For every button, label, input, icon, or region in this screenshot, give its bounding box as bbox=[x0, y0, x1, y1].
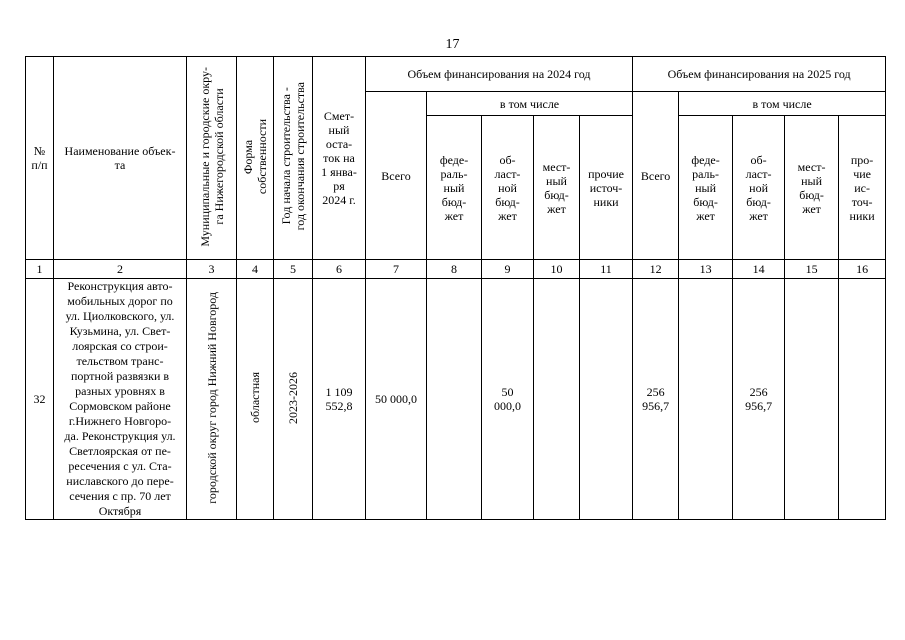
header-federal-2024: феде- раль- ный бюд- жет bbox=[427, 116, 482, 260]
column-number: 11 bbox=[580, 260, 633, 279]
header-federal-2025: феде- раль- ный бюд- жет bbox=[679, 116, 733, 260]
balance-cell: 1 109 552,8 bbox=[313, 279, 366, 520]
header-including-2024: в том числе bbox=[427, 92, 633, 116]
header-name: Наименование объек- та bbox=[54, 57, 187, 260]
header-total-2025: Всего bbox=[633, 92, 679, 260]
other-2024-cell bbox=[580, 279, 633, 520]
column-number: 7 bbox=[366, 260, 427, 279]
federal-2024-cell bbox=[427, 279, 482, 520]
years-cell: 2023-2026 bbox=[274, 279, 313, 520]
table-row bbox=[26, 279, 886, 520]
local-2025-cell bbox=[785, 279, 839, 520]
header-other-2025: про- чие ис- точ- ники bbox=[839, 116, 886, 260]
column-number: 2 bbox=[54, 260, 187, 279]
column-number: 12 bbox=[633, 260, 679, 279]
header-municipality: Муниципальные и городские окру- га Нижегородской области bbox=[187, 57, 237, 260]
header-regional-2024: об- ласт- ной бюд- жет bbox=[482, 116, 534, 260]
header-balance: Смет- ный оста- ток на 1 янва- ря 2024 г. bbox=[313, 57, 366, 260]
ownership-cell: областная bbox=[237, 279, 274, 520]
other-2025-cell bbox=[839, 279, 886, 520]
header-years: Год начала строительства - год окончания строительства bbox=[274, 57, 313, 260]
total-2024-cell: 50 000,0 bbox=[366, 279, 427, 520]
header-other-2024: прочие источ- ники bbox=[580, 116, 633, 260]
local-2024-cell bbox=[534, 279, 580, 520]
column-number: 3 bbox=[187, 260, 237, 279]
federal-2025-cell bbox=[679, 279, 733, 520]
column-number: 14 bbox=[733, 260, 785, 279]
column-number: 5 bbox=[274, 260, 313, 279]
header-local-2024: мест- ный бюд- жет bbox=[534, 116, 580, 260]
header-total-2024: Всего bbox=[366, 92, 427, 260]
column-number: 6 bbox=[313, 260, 366, 279]
column-number: 16 bbox=[839, 260, 886, 279]
column-number: 4 bbox=[237, 260, 274, 279]
municipality-cell: городской округ город Нижний Новгород bbox=[187, 279, 237, 520]
column-number: 15 bbox=[785, 260, 839, 279]
page-number: 17 bbox=[445, 37, 460, 52]
regional-2024-cell: 50 000,0 bbox=[482, 279, 534, 520]
header-ownership: Форма собственности bbox=[237, 57, 274, 260]
column-number: 9 bbox=[482, 260, 534, 279]
row-number: 32 bbox=[26, 279, 54, 520]
object-name: Реконструкция авто- мобильных дорог по ул. Циолковского, ул. Кузьмина, ул. Свет- лоярская со строи- тельством транс- портной развязки в разных уровнях в Сормовском районе г.Нижнего Новгоро- да. Реконструкция ул. Светлоярская от пе- ресечения с ул. Ста- ниславского до пере- сечения с пр. 70 лет Октября bbox=[54, 279, 187, 520]
header-including-2025: в том числе bbox=[679, 92, 886, 116]
regional-2025-cell: 256 956,7 bbox=[733, 279, 785, 520]
header-group-2024: Объем финансирования на 2024 год bbox=[366, 57, 633, 92]
header-group-2025: Объем финансирования на 2025 год bbox=[633, 57, 886, 92]
column-number: 8 bbox=[427, 260, 482, 279]
total-2025-cell: 256 956,7 bbox=[633, 279, 679, 520]
column-number: 1 bbox=[26, 260, 54, 279]
header-row-1 bbox=[26, 57, 886, 92]
header-regional-2025: об- ласт- ной бюд- жет bbox=[733, 116, 785, 260]
column-number: 13 bbox=[679, 260, 733, 279]
header-no: № п/п bbox=[26, 57, 54, 260]
column-number: 10 bbox=[534, 260, 580, 279]
financing-table bbox=[25, 56, 886, 520]
header-local-2025: мест- ный бюд- жет bbox=[785, 116, 839, 260]
column-number-row bbox=[26, 260, 886, 279]
